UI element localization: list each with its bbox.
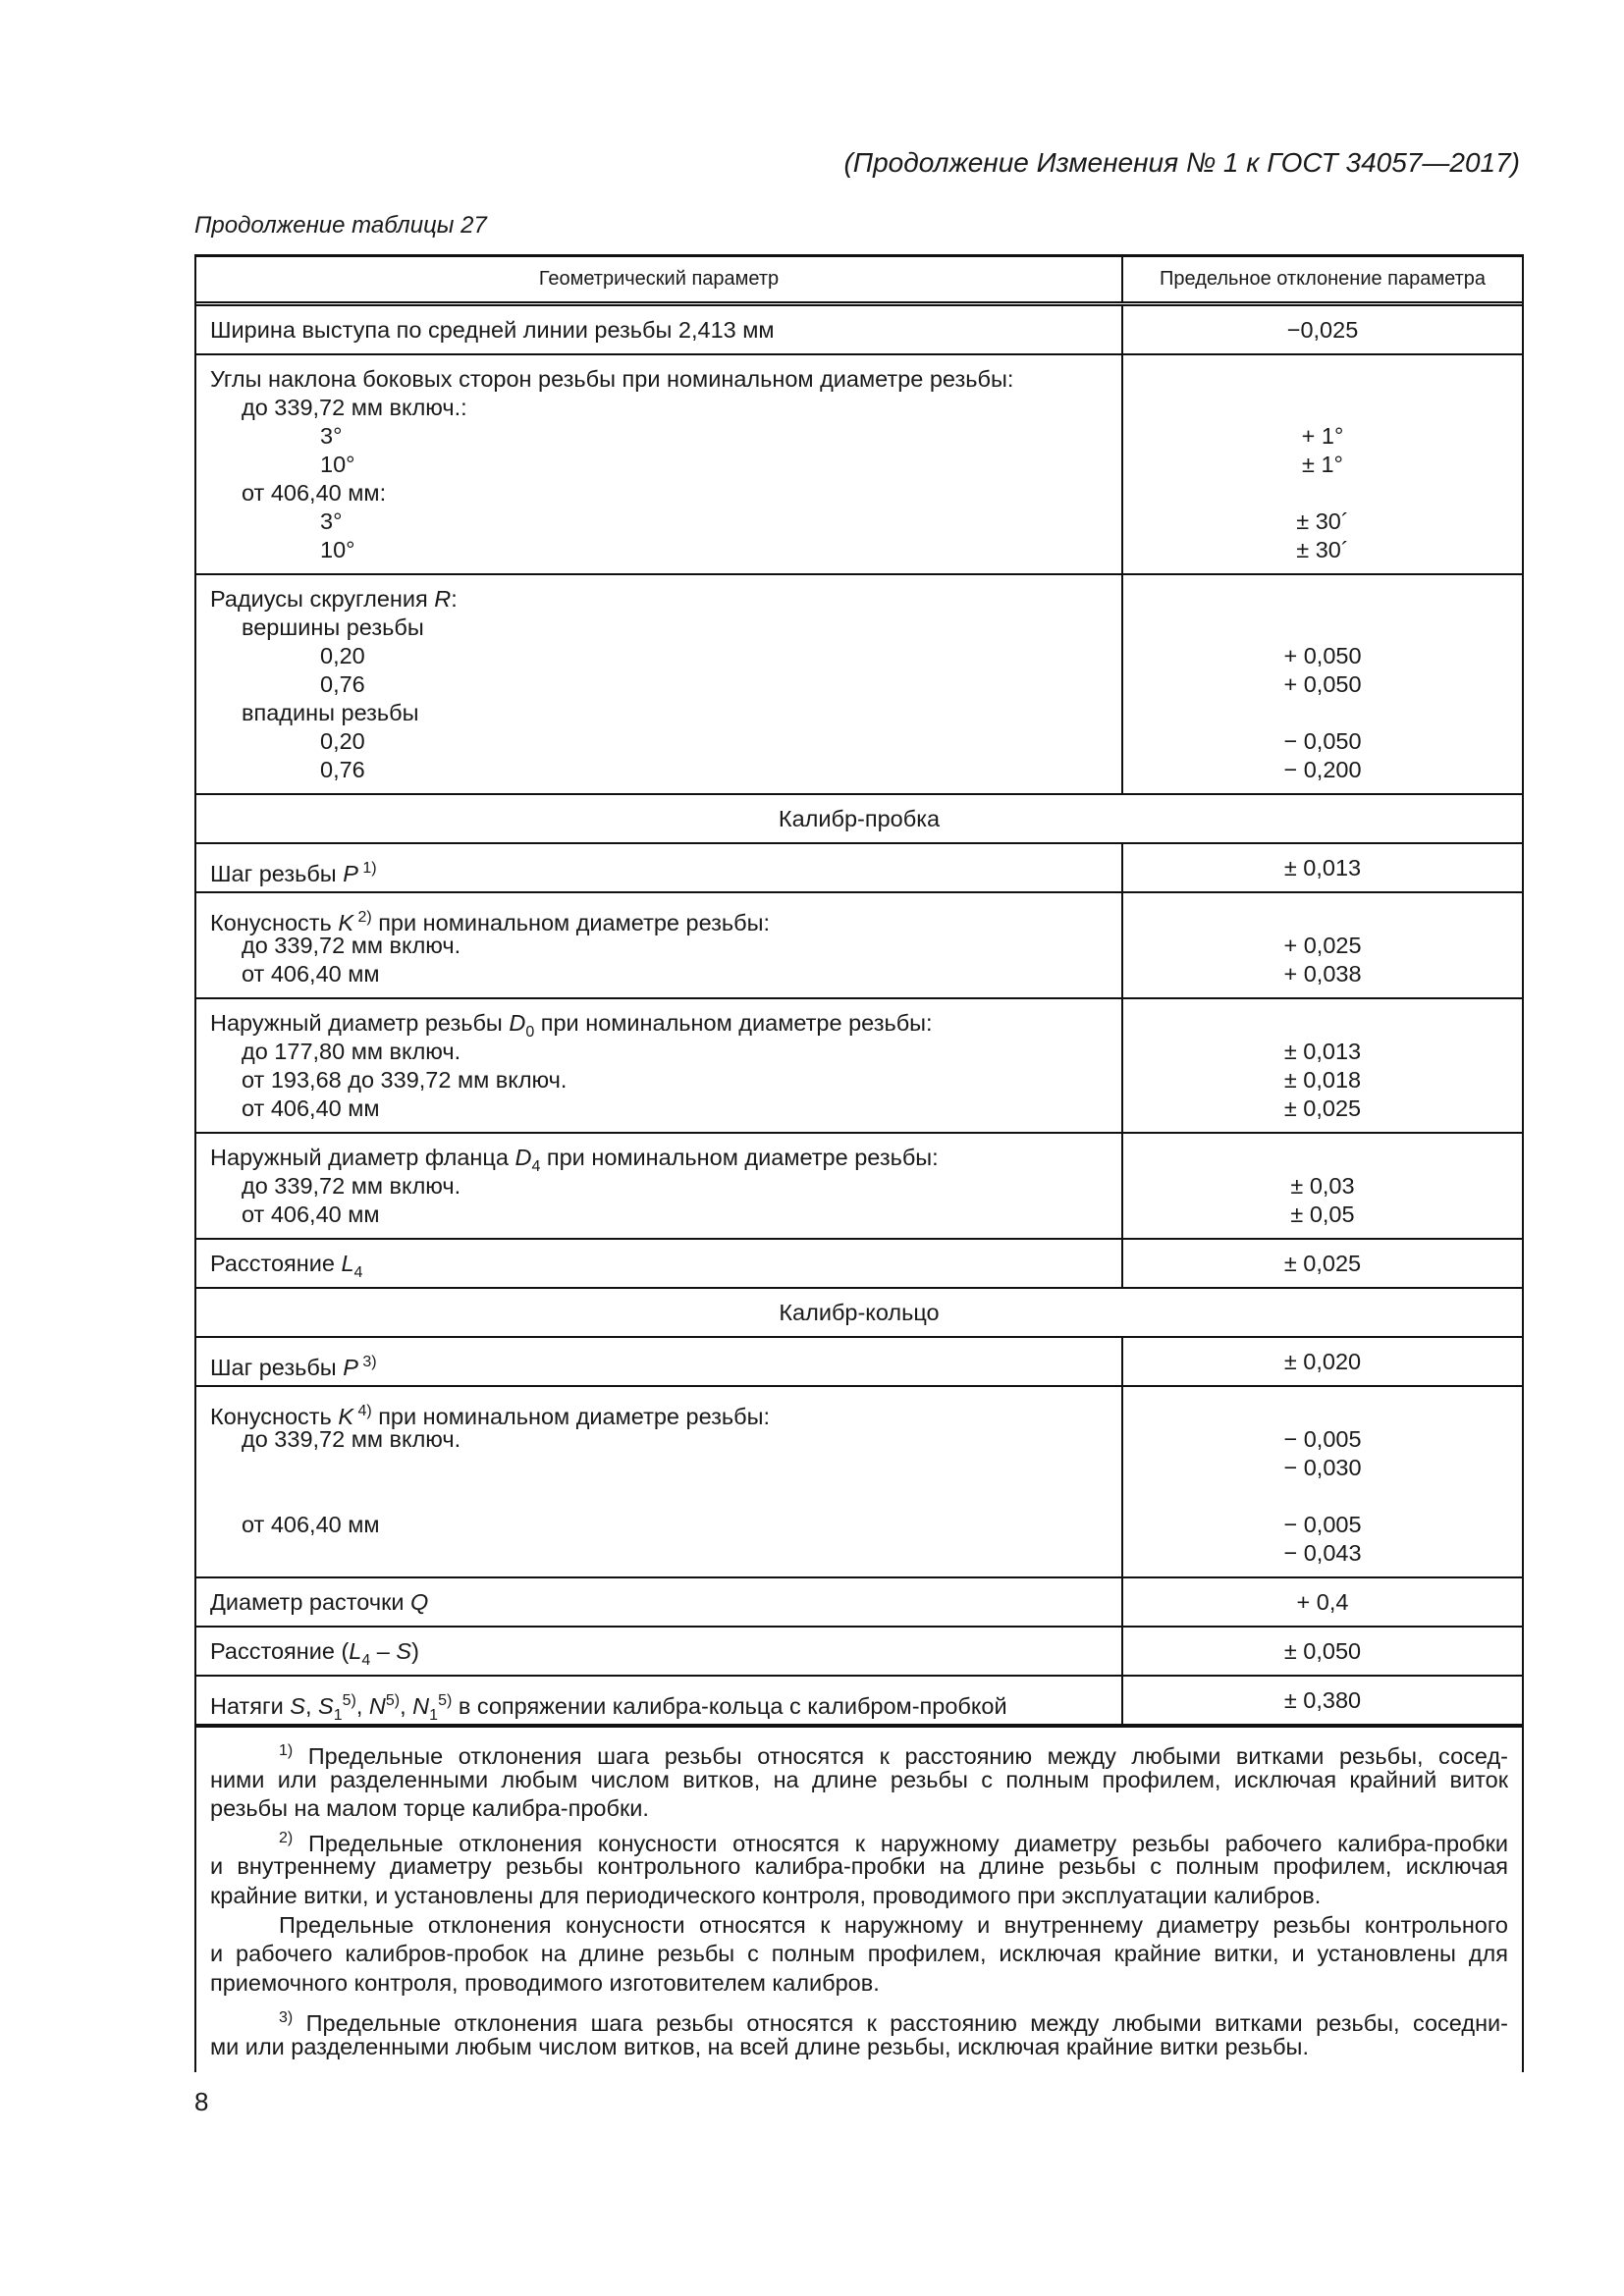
parameter-line (210, 451, 1121, 479)
footnote-line (210, 2033, 1508, 2062)
italic-symbol: S (318, 1693, 334, 1719)
text-segment: Шаг резьбы (210, 1355, 344, 1380)
deviation-value (1123, 614, 1522, 642)
text-segment: в сопряжении калибра-кольца с калибром-пробкой (452, 1693, 1007, 1719)
deviation-value: ± 30´ (1296, 537, 1349, 562)
text-segment: Шаг резьбы (210, 861, 344, 886)
deviation-value: − 0,005 (1283, 1512, 1362, 1537)
deviation-value (1123, 903, 1522, 932)
parameter-line (210, 507, 1121, 536)
deviation-cell (1123, 1578, 1522, 1626)
italic-symbol: S (396, 1638, 412, 1664)
text-segment: 3° (320, 423, 343, 449)
deviation-value (1123, 1397, 1522, 1425)
parameter-line (210, 1482, 1121, 1511)
text-segment: Предельные отклонения конусности относятся к наружному и внутреннему диаметру резьбы контрольного (279, 1911, 1508, 1938)
table-row (196, 893, 1522, 999)
table-row (196, 844, 1522, 893)
deviation-value (1123, 1144, 1522, 1172)
text-segment: 3° (320, 508, 343, 534)
deviation-value (1123, 585, 1522, 614)
italic-symbol: R (434, 586, 452, 612)
deviation-value (1123, 1482, 1522, 1511)
parameter-line (210, 1009, 1121, 1041)
text-segment: Предельные отклонения шага резьбы относятся к расстоянию между любыми витками резьбы, сосед- (293, 1743, 1508, 1769)
parameter-line (210, 960, 1121, 988)
text-segment: Наружный диаметр фланца (210, 1145, 515, 1170)
text-segment: приемочного контроля, проводимого изготовителем калибров. (210, 1969, 880, 1996)
text-segment: ми или разделенными любым числом витков, на всей длине резьбы, исключая крайние витки резьбы. (210, 2033, 1309, 2059)
parameter-line (210, 316, 1121, 345)
table-row (196, 999, 1522, 1134)
page-number: 8 (194, 2087, 209, 2116)
table-row (196, 1338, 1522, 1387)
text-segment: ними или разделенными любым числом витков, на длине резьбы с полным профилем, исключая крайний виток (210, 1766, 1508, 1792)
subscript: 4 (361, 1652, 371, 1669)
deviation-value: ± 0,380 (1283, 1687, 1362, 1713)
section-header: Калибр-кольцо (196, 1289, 1522, 1338)
text-segment: впадины резьбы (242, 700, 419, 725)
parameter-line (210, 1686, 1121, 1724)
deviation-cell (1123, 1387, 1522, 1576)
text-segment: Радиусы скругления (210, 586, 435, 612)
superscript: 5) (342, 1692, 356, 1709)
deviation-value: + 0,038 (1283, 961, 1362, 987)
parameter-cell (196, 1628, 1123, 1675)
deviation-value: ± 0,025 (1283, 1251, 1362, 1276)
deviation-value (1123, 479, 1522, 507)
text-segment: и внутреннему диаметру резьбы контрольного калибра-пробки на длине резьбы с полным профилем, исключая (210, 1853, 1508, 1880)
deviation-value: ± 1° (1302, 452, 1343, 477)
text-segment: Конусность (210, 910, 339, 935)
text-segment: до 339,72 мм включ.: (242, 395, 467, 420)
parameter-cell (196, 575, 1123, 793)
text-segment: Расстояние ( (210, 1638, 350, 1664)
footnote (210, 1911, 1508, 1999)
parameter-line (210, 536, 1121, 564)
tolerance-table (194, 254, 1524, 2072)
deviation-value (1123, 1009, 1522, 1038)
deviation-value: ± 0,020 (1283, 1349, 1362, 1374)
parameter-line (210, 670, 1121, 699)
deviation-value (1123, 365, 1522, 394)
deviation-cell (1123, 844, 1522, 891)
parameter-cell (196, 306, 1123, 353)
deviation-value: −0,025 (1286, 317, 1359, 343)
parameter-cell (196, 893, 1123, 997)
text-segment: 0,20 (320, 728, 365, 754)
parameter-line (210, 699, 1121, 727)
parameter-cell (196, 1578, 1123, 1626)
text-segment: , (304, 1693, 318, 1719)
footnote-line (210, 1736, 1508, 1769)
footnote-line (210, 1852, 1508, 1882)
deviation-value (1123, 699, 1522, 727)
table-row (196, 306, 1522, 355)
parameter-cell (196, 1677, 1123, 1724)
footnote-line (210, 1824, 1508, 1856)
parameter-line (210, 614, 1121, 642)
footnote-line (210, 1794, 1508, 1824)
deviation-value: ± 0,05 (1290, 1201, 1355, 1227)
deviation-value: ± 0,013 (1283, 1039, 1362, 1064)
subscript: 1 (333, 1707, 343, 1724)
text-segment: от 406,40 мм (242, 1095, 380, 1121)
running-head: (Продолжение Изменения № 1 к ГОСТ 34057—2017) (843, 147, 1520, 178)
text-segment: Наружный диаметр резьбы (210, 1010, 510, 1036)
parameter-line (210, 1454, 1121, 1482)
text-segment: Натяги (210, 1693, 291, 1719)
text-segment: при номинальном диаметре резьбы: (534, 1010, 933, 1036)
deviation-cell (1123, 1628, 1522, 1675)
text-segment: крайние витки, и установлены для периодического контроля, проводимого при эксплуатации калибров. (210, 1882, 1322, 1908)
text-segment: от 406,40 мм (242, 961, 380, 987)
text-segment: ) (411, 1638, 419, 1664)
text-segment: от 193,68 до 339,72 мм включ. (242, 1067, 568, 1093)
text-segment: 0,76 (320, 757, 365, 782)
text-segment: при номинальном диаметре резьбы: (371, 910, 771, 935)
italic-symbol: K (338, 910, 353, 935)
parameter-line (210, 756, 1121, 784)
text-segment: Предельные отклонения конусности относятся к наружному диаметру резьбы рабочего калибра-пробки (293, 1830, 1508, 1856)
deviation-cell (1123, 893, 1522, 997)
footnote-line (210, 1911, 1508, 1941)
text-segment: Диаметр расточки (210, 1589, 411, 1615)
parameter-line (210, 1348, 1121, 1380)
parameter-line (210, 1637, 1121, 1669)
italic-symbol: S (290, 1693, 305, 1719)
italic-symbol: Q (410, 1589, 429, 1615)
parameter-line (210, 1250, 1121, 1281)
text-segment: от 406,40 мм (242, 1201, 380, 1227)
parameter-line (210, 903, 1121, 935)
footnote-line (210, 1882, 1508, 1911)
text-segment: , (400, 1693, 413, 1719)
parameter-cell (196, 844, 1123, 891)
text-segment: от 406,40 мм (242, 1512, 380, 1537)
deviation-cell (1123, 1240, 1522, 1287)
superscript: 4) (353, 1403, 372, 1419)
deviation-value: + 0,050 (1283, 671, 1362, 697)
parameter-line (210, 1095, 1121, 1123)
italic-symbol: P (343, 861, 358, 886)
text-segment: при номинальном диаметре резьбы: (371, 1404, 771, 1429)
parameter-line (210, 365, 1121, 394)
parameter-line (210, 932, 1121, 960)
deviation-value: ± 30´ (1296, 508, 1349, 534)
parameter-line (210, 585, 1121, 614)
text-segment: 0,20 (320, 643, 365, 668)
footnote-line (210, 2003, 1508, 2037)
deviation-value: + 1° (1301, 423, 1344, 449)
text-segment: до 339,72 мм включ. (242, 933, 461, 958)
deviation-cell (1123, 1338, 1522, 1385)
table-row (196, 1134, 1522, 1240)
deviation-value: + 0,025 (1283, 933, 1362, 958)
deviation-cell (1123, 575, 1522, 793)
deviation-cell (1123, 306, 1522, 353)
italic-symbol: D (509, 1010, 526, 1036)
parameter-line (210, 1425, 1121, 1454)
deviation-value: ± 0,013 (1283, 855, 1362, 881)
table-header (196, 257, 1522, 306)
deviation-value: − 0,043 (1283, 1540, 1362, 1566)
parameter-line (210, 394, 1121, 422)
text-segment: Углы наклона боковых сторон резьбы при номинальном диаметре резьбы: (210, 366, 1014, 392)
subscript: 4 (531, 1158, 541, 1175)
parameter-line (210, 1588, 1121, 1617)
text-segment: 0,76 (320, 671, 365, 697)
superscript: 1) (279, 1742, 294, 1759)
text-segment: , (355, 1693, 369, 1719)
parameter-cell (196, 1387, 1123, 1576)
table-row (196, 1578, 1522, 1628)
parameter-line (210, 1511, 1121, 1539)
parameter-line (210, 1201, 1121, 1229)
deviation-value: − 0,030 (1283, 1455, 1362, 1480)
table-row (196, 355, 1522, 575)
text-segment: при номинальном диаметре резьбы: (540, 1145, 939, 1170)
text-segment: вершины резьбы (242, 614, 424, 640)
table-row (196, 1387, 1522, 1578)
parameter-line (210, 1172, 1121, 1201)
italic-symbol: D (514, 1145, 532, 1170)
table-row (196, 1240, 1522, 1289)
text-segment: Расстояние (210, 1251, 342, 1276)
table-caption: Продолжение таблицы 27 (194, 212, 487, 239)
text-segment: 10° (320, 452, 355, 477)
deviation-value (1123, 394, 1522, 422)
text-segment: Предельные отклонения шага резьбы относятся к расстоянию между любыми витками резьбы, соседни- (293, 2010, 1508, 2037)
parameter-line (210, 1144, 1121, 1175)
deviation-value: ± 0,018 (1283, 1067, 1362, 1093)
footnote (210, 2003, 1508, 2061)
parameter-line (210, 479, 1121, 507)
italic-symbol: P (343, 1355, 358, 1380)
text-segment: – (370, 1638, 397, 1664)
parameter-cell (196, 1240, 1123, 1287)
deviation-value: ± 0,03 (1290, 1173, 1355, 1199)
superscript: 3) (357, 1354, 377, 1370)
deviation-value: + 0,4 (1296, 1589, 1349, 1615)
deviation-value: − 0,050 (1283, 728, 1362, 754)
text-segment: резьбы на малом торце калибра-пробки. (210, 1795, 649, 1822)
header-deviation: Предельное отклонение параметра (1160, 268, 1486, 290)
deviation-cell (1123, 355, 1522, 573)
header-parameter: Геометрический параметр (196, 257, 1123, 301)
italic-symbol: N (412, 1693, 430, 1719)
footnotes (196, 1728, 1522, 2072)
deviation-cell (1123, 1677, 1522, 1724)
italic-symbol: L (349, 1638, 362, 1664)
text-segment: Ширина выступа по средней линии резьбы 2,413 мм (210, 317, 775, 343)
footnote-line (210, 1969, 1508, 1999)
parameter-cell (196, 1338, 1123, 1385)
text-segment: до 339,72 мм включ. (242, 1426, 461, 1452)
deviation-value: ± 0,050 (1283, 1638, 1362, 1664)
footnote-line (210, 1766, 1508, 1795)
footnote (210, 1824, 1508, 1911)
italic-symbol: L (341, 1251, 354, 1276)
subscript: 1 (429, 1707, 439, 1724)
deviation-value: ± 0,025 (1283, 1095, 1362, 1121)
parameter-line (210, 1539, 1121, 1568)
footnote-line (210, 1940, 1508, 1969)
parameter-line (210, 1066, 1121, 1095)
text-segment: 10° (320, 537, 355, 562)
parameter-line (210, 422, 1121, 451)
deviation-cell (1123, 999, 1522, 1132)
table-row (196, 1677, 1522, 1728)
text-segment: до 177,80 мм включ. (242, 1039, 461, 1064)
italic-symbol: N (368, 1693, 386, 1719)
deviation-cell (1123, 1134, 1522, 1238)
text-segment: и рабочего калибров-пробок на длине резьбы с полным профилем, исключая крайние витки, и установлены для (210, 1941, 1508, 1967)
parameter-line (210, 642, 1121, 670)
table-row (196, 1628, 1522, 1677)
footnote (210, 1736, 1508, 1824)
parameter-line (210, 854, 1121, 886)
parameter-cell (196, 999, 1123, 1132)
text-segment: от 406,40 мм: (242, 480, 387, 506)
superscript: 2) (353, 909, 372, 926)
deviation-value: − 0,200 (1283, 757, 1362, 782)
parameter-cell (196, 1134, 1123, 1238)
superscript: 2) (279, 1829, 294, 1846)
parameter-line (210, 1397, 1121, 1429)
deviation-value: + 0,050 (1283, 643, 1362, 668)
deviation-value: − 0,005 (1283, 1426, 1362, 1452)
parameter-line (210, 1038, 1121, 1066)
parameter-line (210, 727, 1121, 756)
italic-symbol: K (338, 1404, 353, 1429)
text-segment: до 339,72 мм включ. (242, 1173, 461, 1199)
subscript: 0 (525, 1024, 535, 1041)
section-header: Калибр-пробка (196, 795, 1522, 844)
table-body (196, 306, 1522, 1728)
text-segment: Конусность (210, 1404, 339, 1429)
subscript: 4 (353, 1264, 363, 1281)
superscript: 1) (357, 860, 377, 877)
text-segment: : (451, 586, 458, 612)
parameter-cell (196, 355, 1123, 573)
superscript: 5) (385, 1692, 401, 1709)
table-row (196, 575, 1522, 795)
superscript: 5) (438, 1692, 453, 1709)
superscript: 3) (279, 2009, 294, 2027)
